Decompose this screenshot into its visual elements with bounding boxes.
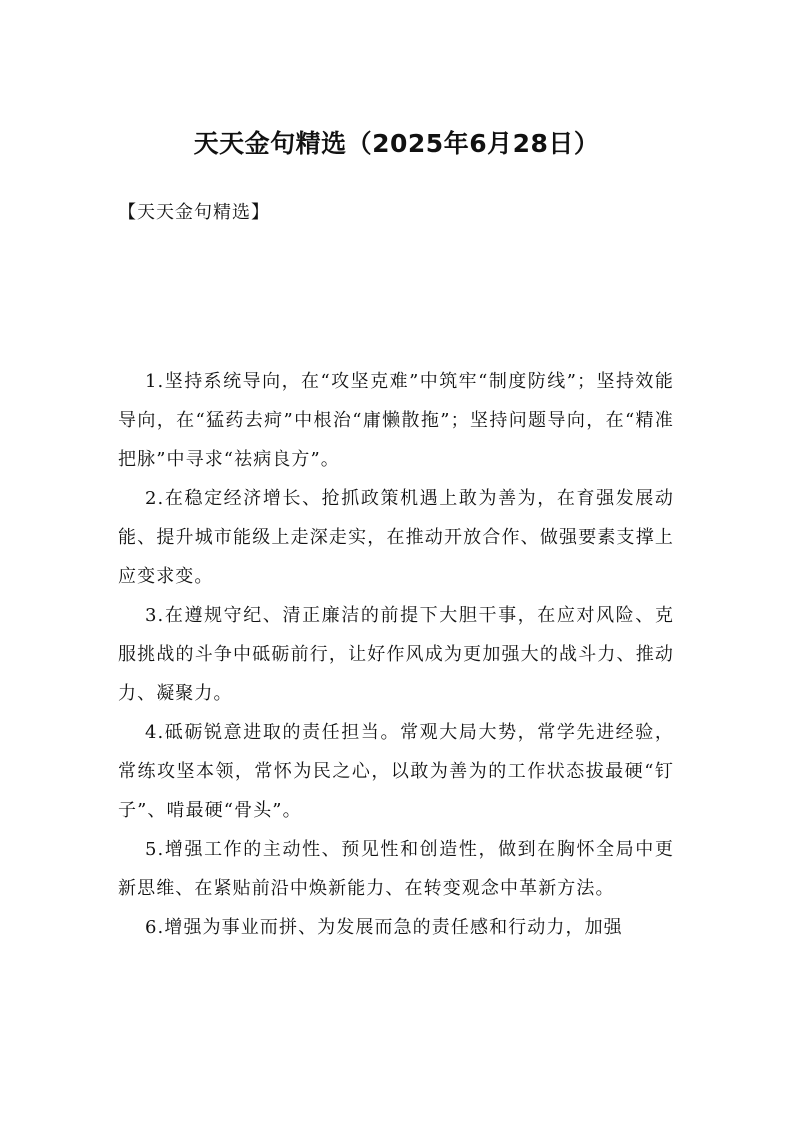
paragraph-5: 5.增强工作的主动性、预见性和创造性，做到在胸怀全局中更新思维、在紧贴前沿中焕新能力、在转变观念中革新方法。 bbox=[118, 839, 674, 899]
paragraph-1: 1.坚持系统导向，在“攻坚克难”中筑牢“制度防线”；坚持效能导向，在“猛药去疴”中根治“庸懒散拖”；坚持问题导向，在“精准把脉”中寻求“祛病良方”。 bbox=[118, 371, 674, 470]
document-body bbox=[118, 362, 674, 947]
section-tag: 【天天金句精选】 bbox=[118, 202, 270, 223]
paragraph-3: 3.在遵规守纪、清正廉洁的前提下大胆干事，在应对风险、克服挑战的斗争中砥砺前行，让好作风成为更加强大的战斗力、推动力、凝聚力。 bbox=[118, 605, 674, 704]
document-title: 天天金句精选（2025年6月28日） bbox=[193, 129, 600, 158]
paragraph-2: 2.在稳定经济增长、抢抓政策机遇上敢为善为，在育强发展动能、提升城市能级上走深走实，在推动开放合作、做强要素支撑上应变求变。 bbox=[118, 488, 674, 587]
paragraph-4: 4.砥砺锐意进取的责任担当。常观大局大势，常学先进经验，常练攻坚本领，常怀为民之心，以敢为善为的工作状态拔最硬“钉子”、啃最硬“骨头”。 bbox=[118, 722, 674, 821]
paragraph-6: 6.增强为事业而拼、为发展而急的责任感和行动力，加强 bbox=[145, 917, 623, 938]
